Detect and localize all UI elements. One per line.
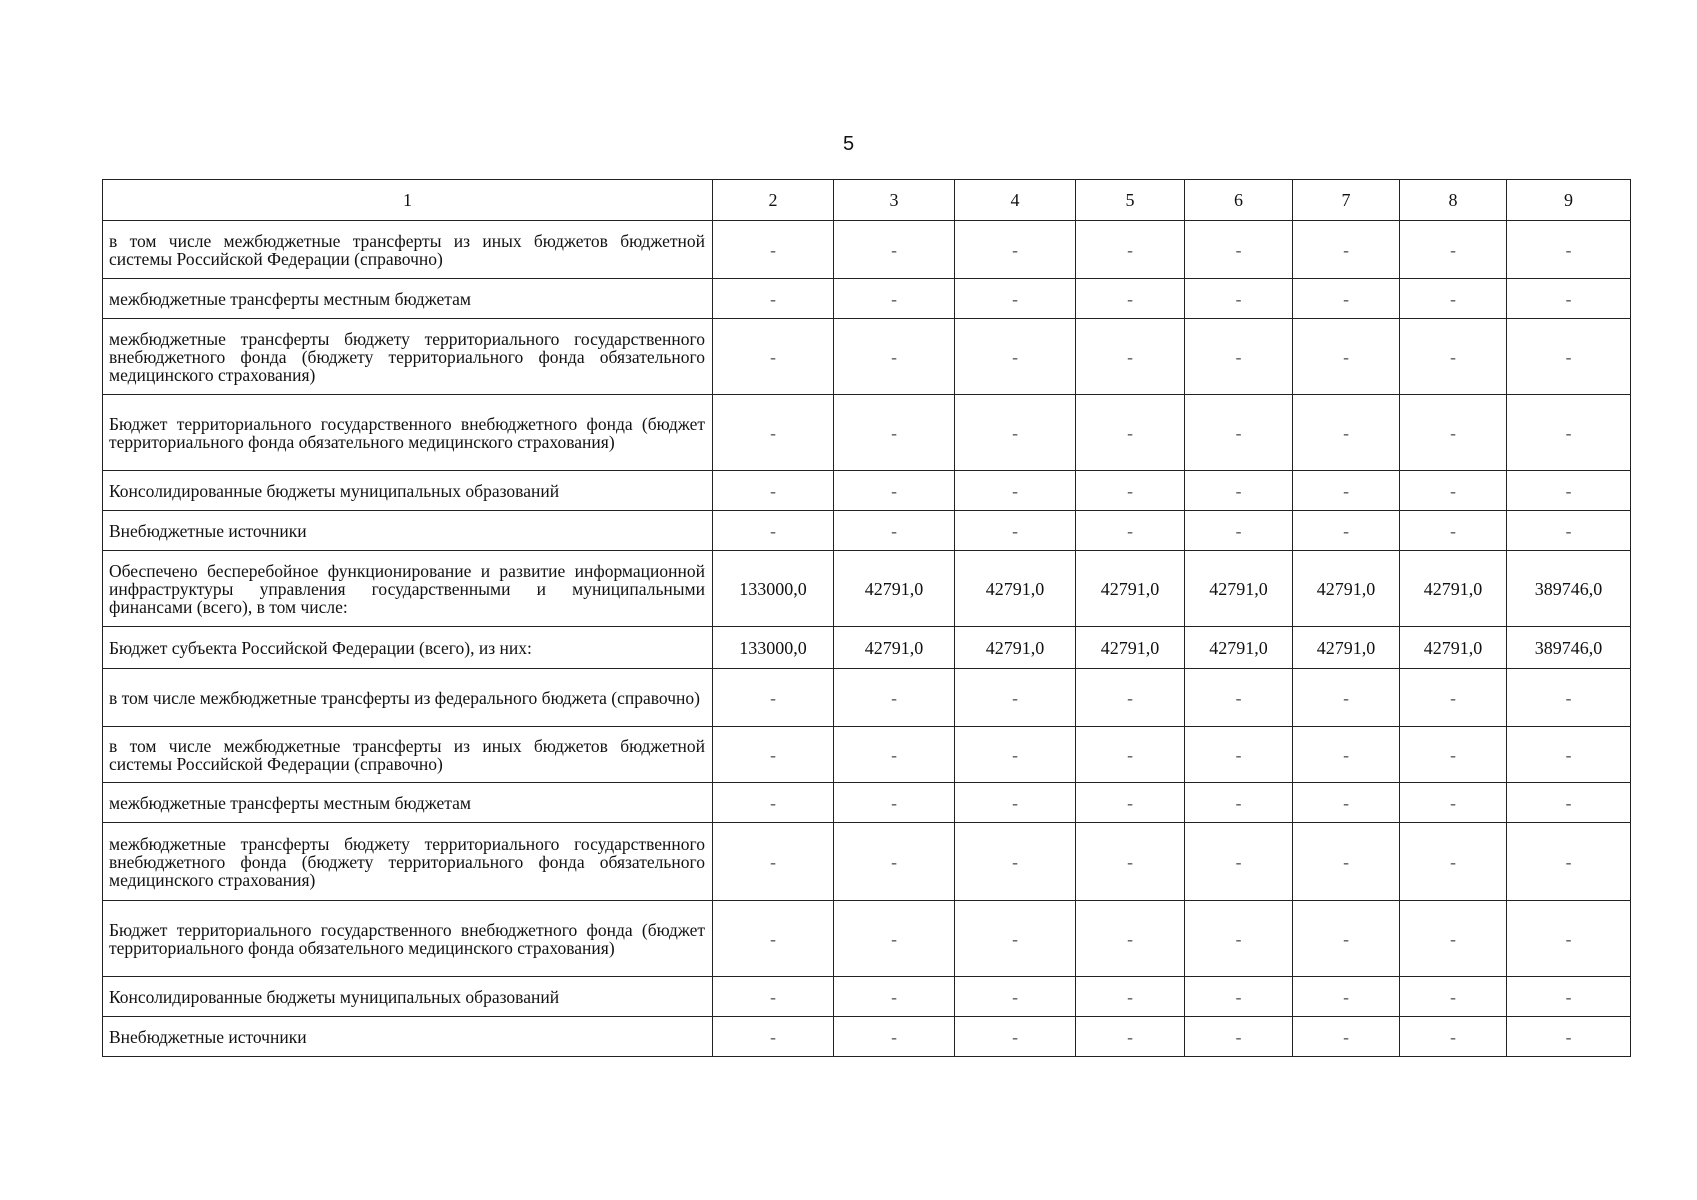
value-cell: 42791,0 [834,627,955,669]
value-cell: - [955,977,1076,1017]
value-cell: - [834,783,955,823]
value-cell: - [1076,823,1185,901]
value-cell: - [713,1017,834,1057]
value-cell: - [834,319,955,395]
value-cell: - [1185,221,1293,279]
value-cell: - [955,511,1076,551]
value-cell: - [1507,319,1631,395]
value-cell: - [955,669,1076,727]
value-cell: - [713,221,834,279]
value-cell: - [713,669,834,727]
column-header: 5 [1076,180,1185,221]
value-cell: - [1293,669,1400,727]
table-row [103,471,1631,511]
value-cell: - [1293,395,1400,471]
value-cell: - [1293,471,1400,511]
value-cell: - [1293,1017,1400,1057]
table-row [103,783,1631,823]
value-cell: - [1076,221,1185,279]
column-header: 1 [103,180,713,221]
value-cell: - [1400,319,1507,395]
budget-table [102,179,1631,1057]
value-cell: - [955,901,1076,977]
row-label: Консолидированные бюджеты муниципальных образований [103,471,713,511]
value-cell: - [1400,727,1507,783]
value-cell: 389746,0 [1507,627,1631,669]
table-row [103,319,1631,395]
column-header: 7 [1293,180,1400,221]
row-label: Внебюджетные источники [103,511,713,551]
table-row [103,1017,1631,1057]
value-cell: - [955,823,1076,901]
value-cell: 42791,0 [1185,551,1293,627]
value-cell: - [1507,727,1631,783]
value-cell: - [834,823,955,901]
value-cell: - [834,1017,955,1057]
value-cell: 42791,0 [1076,551,1185,627]
value-cell: - [834,977,955,1017]
value-cell: - [1507,221,1631,279]
table-row [103,551,1631,627]
value-cell: - [1400,221,1507,279]
value-cell: - [955,471,1076,511]
value-cell: - [713,319,834,395]
column-header: 3 [834,180,955,221]
value-cell: - [1076,901,1185,977]
value-cell: - [1185,1017,1293,1057]
table-row [103,627,1631,669]
value-cell: 42791,0 [955,551,1076,627]
value-cell: - [834,669,955,727]
table-row [103,279,1631,319]
value-cell: - [1400,1017,1507,1057]
value-cell: 42791,0 [1185,627,1293,669]
value-cell: - [713,727,834,783]
table-row [103,901,1631,977]
value-cell: - [1507,669,1631,727]
value-cell: - [713,977,834,1017]
value-cell: - [834,727,955,783]
row-label: Бюджет субъекта Российской Федерации (всего), из них: [103,627,713,669]
value-cell: - [713,901,834,977]
value-cell: - [713,395,834,471]
value-cell: - [1507,823,1631,901]
value-cell: - [713,823,834,901]
value-cell: - [1293,319,1400,395]
value-cell: - [1400,279,1507,319]
value-cell: - [834,221,955,279]
value-cell: - [1076,319,1185,395]
value-cell: - [1185,823,1293,901]
value-cell: - [1185,279,1293,319]
column-header: 6 [1185,180,1293,221]
value-cell: - [1400,395,1507,471]
value-cell: - [1185,727,1293,783]
value-cell: - [1400,511,1507,551]
value-cell: - [1076,471,1185,511]
row-label: Обеспечено бесперебойное функционирование и развитие информационной инфраструктуры управления государственными и муниципальными финансами (всего), в том числе: [103,551,713,627]
table-header-row [103,180,1631,221]
value-cell: 42791,0 [834,551,955,627]
row-label: в том числе межбюджетные трансферты из иных бюджетов бюджетной системы Российской Федерации (справочно) [103,727,713,783]
value-cell: - [713,279,834,319]
value-cell: - [1185,901,1293,977]
table-row [103,823,1631,901]
value-cell: - [1185,395,1293,471]
column-header: 8 [1400,180,1507,221]
value-cell: - [834,511,955,551]
value-cell: - [1507,783,1631,823]
value-cell: - [1076,1017,1185,1057]
page-number: 5 [842,133,855,155]
value-cell: - [1507,977,1631,1017]
value-cell: - [1185,783,1293,823]
value-cell: - [1185,319,1293,395]
value-cell: - [1507,511,1631,551]
value-cell: - [1185,669,1293,727]
value-cell: - [1076,783,1185,823]
value-cell: - [1400,471,1507,511]
value-cell: - [1185,511,1293,551]
row-label: Консолидированные бюджеты муниципальных образований [103,977,713,1017]
value-cell: - [1400,783,1507,823]
value-cell: - [1076,279,1185,319]
value-cell: - [1076,727,1185,783]
value-cell: 133000,0 [713,627,834,669]
row-label: в том числе межбюджетные трансферты из иных бюджетов бюджетной системы Российской Федерации (справочно) [103,221,713,279]
value-cell: - [1507,1017,1631,1057]
table-row [103,727,1631,783]
value-cell: - [834,395,955,471]
value-cell: 42791,0 [1400,627,1507,669]
value-cell: 42791,0 [955,627,1076,669]
value-cell: - [834,471,955,511]
value-cell: - [713,511,834,551]
row-label: межбюджетные трансферты местным бюджетам [103,783,713,823]
column-header: 9 [1507,180,1631,221]
table-row [103,977,1631,1017]
row-label: Бюджет территориального государственного внебюджетного фонда (бюджет территориального фонда обязательного медицинского страхования) [103,395,713,471]
value-cell: - [1185,471,1293,511]
row-label: в том числе межбюджетные трансферты из федерального бюджета (справочно) [103,669,713,727]
value-cell: - [955,395,1076,471]
value-cell: - [834,901,955,977]
value-cell: - [1400,977,1507,1017]
table-row [103,511,1631,551]
value-cell: - [1400,901,1507,977]
value-cell: - [1507,395,1631,471]
value-cell: - [955,1017,1076,1057]
value-cell: - [1400,823,1507,901]
value-cell: 389746,0 [1507,551,1631,627]
value-cell: - [1076,395,1185,471]
value-cell: - [1507,901,1631,977]
value-cell: - [1293,221,1400,279]
value-cell: - [1076,511,1185,551]
row-label: межбюджетные трансферты бюджету территориального государственного внебюджетного фонда (бюджету территориального фонда обязательного медицинского страхования) [103,823,713,901]
column-header: 4 [955,180,1076,221]
value-cell: 42791,0 [1293,627,1400,669]
row-label: межбюджетные трансферты бюджету территориального государственного внебюджетного фонда (бюджету территориального фонда обязательного медицинского страхования) [103,319,713,395]
budget-table-body [103,180,1631,1057]
value-cell: - [1293,511,1400,551]
table-row [103,669,1631,727]
value-cell: 42791,0 [1400,551,1507,627]
value-cell: - [1293,823,1400,901]
value-cell: - [1293,977,1400,1017]
value-cell: - [1185,977,1293,1017]
value-cell: - [955,319,1076,395]
value-cell: - [713,783,834,823]
value-cell: - [1293,279,1400,319]
value-cell: 42791,0 [1293,551,1400,627]
value-cell: - [955,783,1076,823]
row-label: межбюджетные трансферты местным бюджетам [103,279,713,319]
value-cell: - [955,279,1076,319]
value-cell: - [1507,471,1631,511]
row-label: Бюджет территориального государственного внебюджетного фонда (бюджет территориального фонда обязательного медицинского страхования) [103,901,713,977]
table-row [103,395,1631,471]
value-cell: - [1293,783,1400,823]
column-header: 2 [713,180,834,221]
value-cell: - [1076,977,1185,1017]
value-cell: - [834,279,955,319]
value-cell: - [1507,279,1631,319]
value-cell: - [1293,901,1400,977]
value-cell: - [1400,669,1507,727]
value-cell: - [1076,669,1185,727]
value-cell: - [713,471,834,511]
value-cell: 42791,0 [1076,627,1185,669]
value-cell: 133000,0 [713,551,834,627]
value-cell: - [955,221,1076,279]
table-row [103,221,1631,279]
row-label: Внебюджетные источники [103,1017,713,1057]
value-cell: - [955,727,1076,783]
value-cell: - [1293,727,1400,783]
